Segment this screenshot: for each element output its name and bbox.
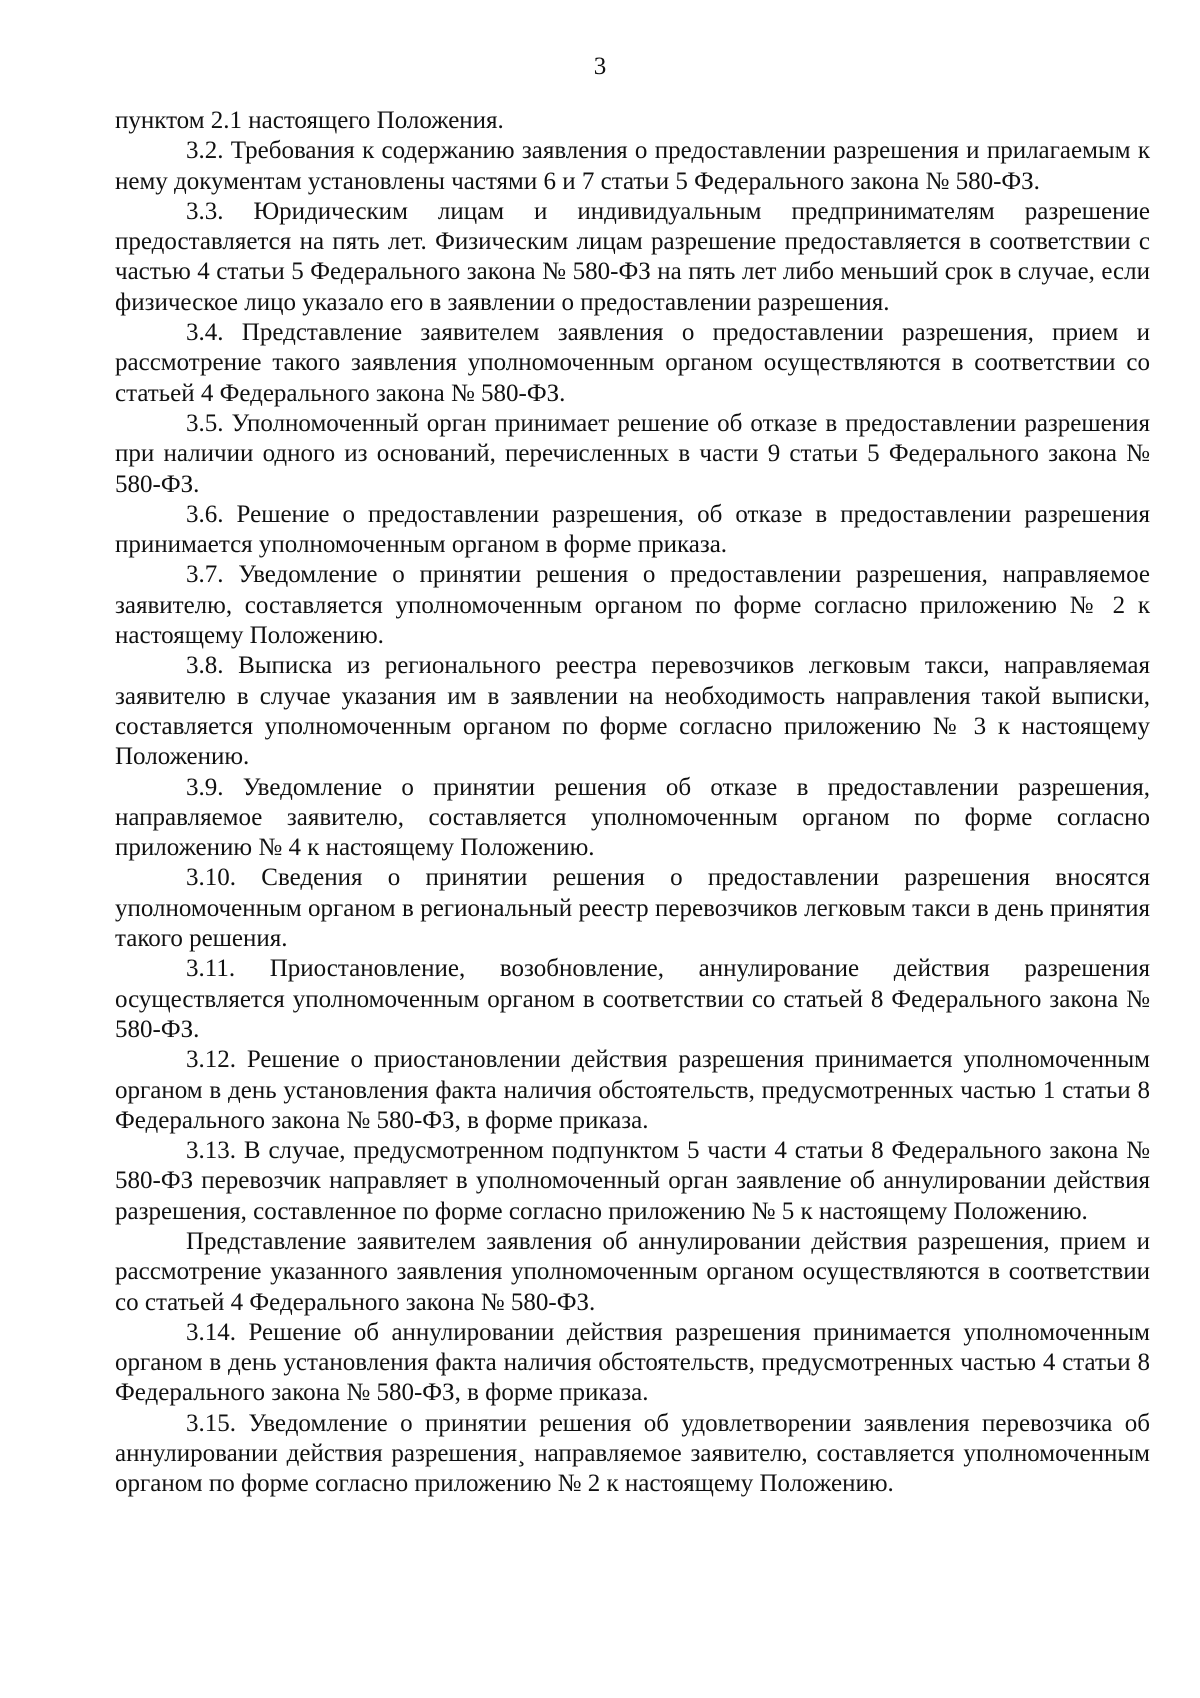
paragraph-3-3: 3.3. Юридическим лицам и индивидуальным предпринимателям разрешение предоставляется на пять лет. Физическим лицам разрешение предоставляется в соответствии с частью 4 статьи 5 Федерального закона № 580-ФЗ на пять лет либо меньший срок в случае, если физическое лицо указало его в заявлении о предоставлении разрешения. [115, 197, 1150, 316]
paragraph-3-13-continued: Представление заявителем заявления об аннулировании действия разрешения, прием и рассмотрение указанного заявления уполномоченным органом осуществляются в соответствии со статьей 4 Федерального закона № 580-ФЗ. [115, 1227, 1150, 1316]
paragraph-3-11: 3.11. Приостановление, возобновление, аннулирование действия разрешения осуществляется уполномоченным органом в соответствии со статьей 8 Федерального закона № 580-ФЗ. [115, 955, 1150, 1043]
paragraph-3-4: 3.4. Представление заявителем заявления о предоставлении разрешения, прием и рассмотрение такого заявления уполномоченным органом осуществляются в соответствии со статьей 4 Федерального закона № 580-ФЗ. [115, 319, 1150, 407]
paragraph-3-5: 3.5. Уполномоченный орган принимает решение об отказе в предоставлении разрешения при наличии одного из оснований, перечисленных в части 9 статьи 5 Федерального закона № 580-ФЗ. [115, 409, 1150, 498]
paragraph-3-10: 3.10. Сведения о принятии решения о предоставлении разрешения вносятся уполномоченным органом в региональный реестр перевозчиков легковым такси в день принятия такого решения. [115, 864, 1150, 953]
page-number: 3 [593, 53, 607, 80]
paragraph-3-7: 3.7. Уведомление о принятии решения о предоставлении разрешения, направляемое заявителю, составляется уполномоченным органом по форме согласно приложению № 2 к настоящему Положению. [115, 561, 1150, 650]
paragraph-3-12: 3.12. Решение о приостановлении действия разрешения принимается уполномоченным органом в день установления факта наличия обстоятельств, предусмотренных частью 1 статьи 8 Федерального закона № 580-ФЗ, в форме приказа. [115, 1046, 1150, 1134]
paragraph-3-14: 3.14. Решение об аннулировании действия разрешения принимается уполномоченным органом в день установления факта наличия обстоятельств, предусмотренных частью 4 статьи 8 Федерального закона № 580-ФЗ, в форме приказа. [115, 1318, 1150, 1407]
document-body [115, 106, 1150, 1500]
paragraph-3-15: 3.15. Уведомление о принятии решения об удовлетворении заявления перевозчика об аннулировании действия разрешения¸ направляемое заявителю, составляется уполномоченным органом по форме согласно приложению № 2 к настоящему Положению. [115, 1409, 1150, 1498]
paragraph-3-6: 3.6. Решение о предоставлении разрешения, об отказе в предоставлении разрешения принимается уполномоченным органом в форме приказа. [115, 500, 1150, 559]
paragraph-3-9: 3.9. Уведомление о принятии решения об отказе в предоставлении разрешения, направляемое заявителю, составляется уполномоченным органом по форме согласно приложению № 4 к настоящему Положению. [115, 773, 1150, 862]
paragraph-3-8: 3.8. Выписка из регионального реестра перевозчиков легковым такси, направляемая заявителю в случае указания им в заявлении на необходимость направления такой выписки, составляется уполномоченным органом по форме согласно приложению № 3 к настоящему Положению. [115, 652, 1150, 771]
paragraph-3-13: 3.13. В случае, предусмотренном подпунктом 5 части 4 статьи 8 Федерального закона № 580-ФЗ перевозчик направляет в уполномоченный орган заявление об аннулировании действия разрешения, составленное по форме согласно приложению № 5 к настоящему Положению. [115, 1137, 1150, 1225]
paragraph-continuation: пунктом 2.1 настоящего Положения. [115, 107, 504, 134]
paragraph-3-2: 3.2. Требования к содержанию заявления о предоставлении разрешения и прилагаемым к нему документам установлены частями 6 и 7 статьи 5 Федерального закона № 580-ФЗ. [115, 137, 1150, 195]
